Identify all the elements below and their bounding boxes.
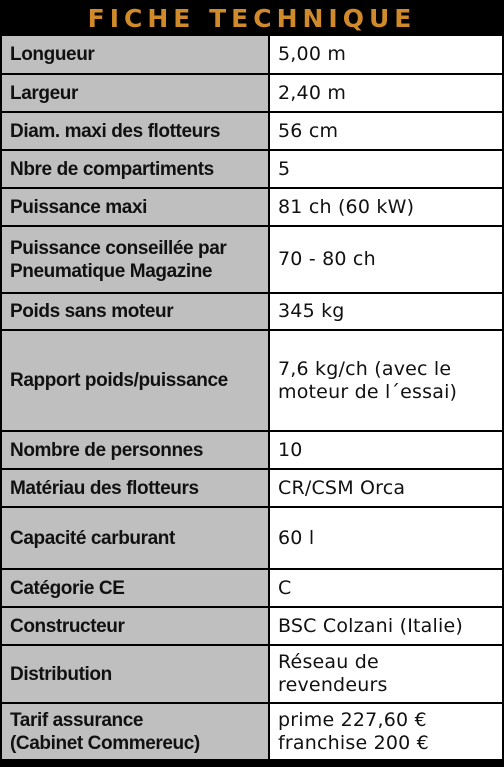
table-row (1, 607, 503, 645)
spec-value: 5 (269, 150, 503, 188)
title-bar (0, 0, 504, 34)
table-row (1, 507, 503, 569)
spec-label: Nombre de personnes (1, 431, 269, 469)
spec-value: 56 cm (269, 112, 503, 150)
spec-label: Catégorie CE (1, 569, 269, 607)
spec-label: Matériau des flotteurs (1, 469, 269, 507)
table-row (1, 293, 503, 330)
table-row (1, 431, 503, 469)
table-row (1, 645, 503, 703)
spec-label: Puissance conseillée par Pneumatique Magazine (1, 226, 269, 293)
spec-value: 5,00 m (269, 35, 503, 74)
spec-label: Distribution (1, 645, 269, 703)
spec-label: Constructeur (1, 607, 269, 645)
spec-value: prime 227,60 € franchise 200 € (269, 703, 503, 760)
spec-table (0, 34, 504, 761)
table-row (1, 569, 503, 607)
spec-value: 60 l (269, 507, 503, 569)
spec-value: 7,6 kg/ch (avec le moteur de l´essai) (269, 330, 503, 431)
spec-label: Largeur (1, 74, 269, 112)
spec-value: 2,40 m (269, 74, 503, 112)
table-row (1, 74, 503, 112)
spec-label: Capacité carburant (1, 507, 269, 569)
spec-value: 10 (269, 431, 503, 469)
sheet-title: FICHE TECHNIQUE (87, 3, 417, 33)
table-row (1, 469, 503, 507)
spec-label: Longueur (1, 35, 269, 74)
table-row (1, 188, 503, 226)
table-row (1, 112, 503, 150)
table-row (1, 226, 503, 293)
spec-label: Tarif assurance (Cabinet Commereuc) (1, 703, 269, 760)
table-row (1, 330, 503, 431)
spec-value: 345 kg (269, 293, 503, 330)
spec-value: C (269, 569, 503, 607)
spec-value: BSC Colzani (Italie) (269, 607, 503, 645)
table-row (1, 703, 503, 760)
spec-label: Rapport poids/puissance (1, 330, 269, 431)
table-row (1, 150, 503, 188)
spec-label: Diam. maxi des flotteurs (1, 112, 269, 150)
spec-label: Poids sans moteur (1, 293, 269, 330)
spec-value: 81 ch (60 kW) (269, 188, 503, 226)
spec-value: Réseau de revendeurs (269, 645, 503, 703)
table-row (1, 35, 503, 74)
spec-value: CR/CSM Orca (269, 469, 503, 507)
spec-value: 70 - 80 ch (269, 226, 503, 293)
spec-label: Nbre de compartiments (1, 150, 269, 188)
spec-label: Puissance maxi (1, 188, 269, 226)
